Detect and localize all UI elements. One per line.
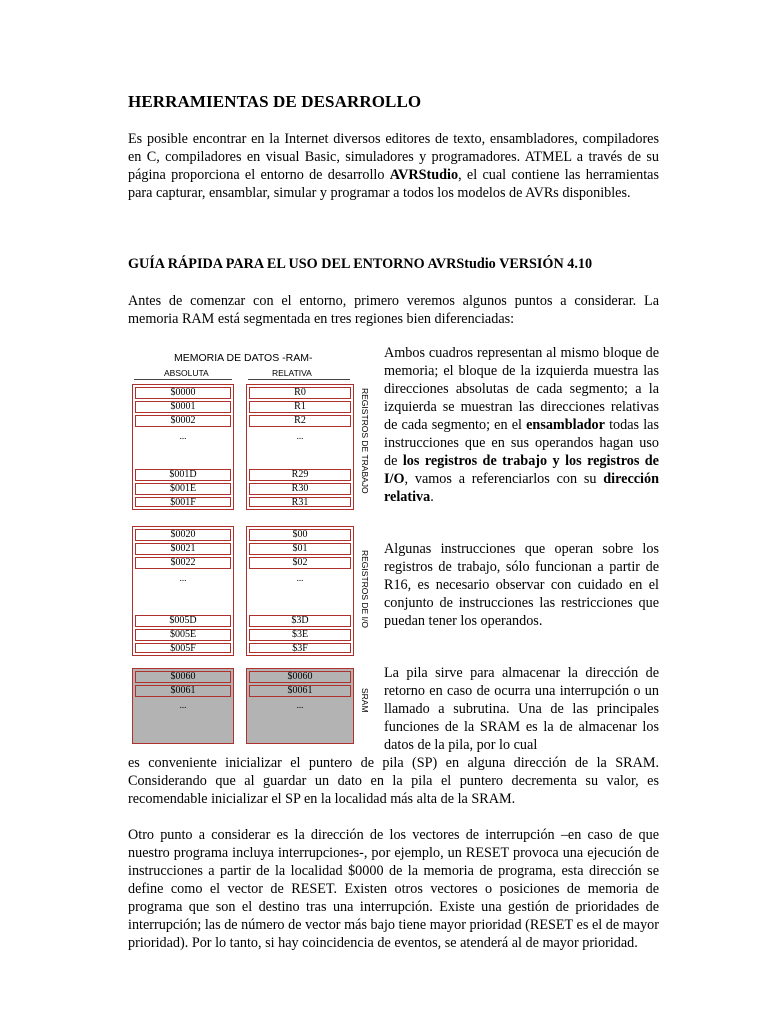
rt1-bold-2: los registros de trabajo y los registros de I/O [384,453,659,487]
sram-relative-block [246,668,354,744]
register-cell: R30 [249,483,351,495]
intro-text-2: , el cual contiene las herramientas para capturar, ensamblar, simular y programar a todos los modelos de AVRs disponibles. [128,167,659,201]
register-cell: R0 [249,387,351,399]
address-cell: $0020 [135,529,231,541]
register-cell: R2 [249,415,351,427]
address-cell: $001E [135,483,231,495]
address-cell: $005F [135,643,231,653]
register-cell: $02 [249,557,351,569]
sram-absolute-block [132,668,234,744]
ram-memory-diagram [128,346,378,746]
address-cell: $005D [135,615,231,627]
rt1-text-3: , vamos a referenciarlos con su [404,471,604,487]
sram-label: SRAM [360,688,370,713]
rt1-bold-1: ensamblador [526,417,605,433]
stack-paragraph: es conveniente inicializar el puntero de pila (SP) en alguna dirección de la SRAM. Considerando que al guardar un dato en la pila el puntero decrementa su valor, es recomendable inicializar el SP en la localidad más alta de la SRAM. [128,755,659,807]
right-paragraph-3: La pila sirve para almacenar la dirección de retorno en caso de ocurra una interrupción o un llamado a subrutina. Una de las principales funciones de la SRAM es la de almacenar los datos de la pila, por lo cual [384,665,659,753]
register-cell: R1 [249,401,351,413]
register-cell: $3D [249,615,351,627]
absolute-column-header: ABSOLUTA [164,368,209,378]
register-cell: $3E [249,629,351,641]
ellipsis: ... [296,700,304,710]
io-registers-absolute-block [132,526,234,656]
ram-paragraph: Antes de comenzar con el entorno, primero veremos algunos puntos a considerar. La memoria RAM está segmentada en tres regiones bien diferenciadas: [128,293,659,327]
page-title: HERRAMIENTAS DE DESARROLLO [128,92,422,111]
rt1-bold-3: dirección relativa [384,471,659,505]
address-cell: $0001 [135,401,231,413]
address-cell: $0060 [135,671,231,683]
working-registers-absolute-block [132,384,234,510]
address-cell: $0002 [135,415,231,427]
right-paragraph-1 [384,344,659,506]
address-cell: $0000 [135,387,231,399]
address-cell: $001D [135,469,231,481]
address-cell: $001F [135,497,231,507]
register-cell: $00 [249,529,351,541]
io-registers-label: REGISTROS DE I/O [360,550,370,628]
section-title: GUÍA RÁPIDA PARA EL USO DEL ENTORNO AVRStudio VERSIÓN 4.10 [128,256,593,272]
rt1-text-4: . [430,489,434,505]
register-cell: R29 [249,469,351,481]
address-cell: $0022 [135,557,231,569]
intro-bold: AVRStudio [389,167,459,183]
register-cell: $0061 [249,685,351,697]
register-cell: $0060 [249,671,351,683]
relative-header-rule [248,379,350,380]
ellipsis: ... [179,700,187,710]
io-registers-relative-block [246,526,354,656]
ellipsis: ... [296,431,304,441]
ellipsis: ... [296,573,304,583]
working-registers-label: REGISTROS DE TRABAJO [360,388,370,494]
register-cell: $01 [249,543,351,555]
ellipsis: ... [179,431,187,441]
relative-column-header: RELATIVA [272,368,312,378]
register-cell: R31 [249,497,351,507]
working-registers-relative-block [246,384,354,510]
address-cell: $0061 [135,685,231,697]
diagram-title: MEMORIA DE DATOS -RAM- [174,352,313,364]
rt1-text-1: Ambos cuadros representan al mismo bloque de memoria; el bloque de la izquierda muestra las direcciones absolutas de cada segmento; a la izquierda se muestran las direcciones relativas de cada segmento; en el [384,345,659,433]
address-cell: $005E [135,629,231,641]
address-cell: $0021 [135,543,231,555]
absolute-header-rule [134,379,232,380]
intro-text-1: Es posible encontrar en la Internet diversos editores de texto, ensambladores, compiladores en C, compiladores en visual Basic, simuladores y programadores. ATMEL a través de su página proporciona el entorno de desarrollo [128,131,659,183]
right-paragraph-2: Algunas instrucciones que operan sobre los registros de trabajo, sólo funcionan a partir de R16, es necesario observar con cuidado en el conjunto de instrucciones las restricciones que puedan tener los operandos. [384,541,659,629]
ellipsis: ... [179,573,187,583]
register-cell: $3F [249,643,351,653]
rt1-text-2: todas las instrucciones que en sus operandos hagan uso de [384,417,659,469]
intro-paragraph [128,130,659,202]
vectors-paragraph: Otro punto a considerar es la dirección de los vectores de interrupción –en caso de que nuestro programa incluya interrupciones-, por ejemplo, un RESET provoca una ejecución de instrucciones a partir de la localidad $0000 de la memoria de programa, esta dirección se define como el vector de RESET. Existen otros vectores o posiciones de memoria de programa que son el destino tras una interrupción. Existe una gestión de prioridades de interrupción; las de número de vector más bajo tiene mayor prioridad (RESET es el de mayor prioridad). Por lo tanto, si hay coincidencia de eventos, se atenderá al de mayor prioridad. [128,827,659,951]
